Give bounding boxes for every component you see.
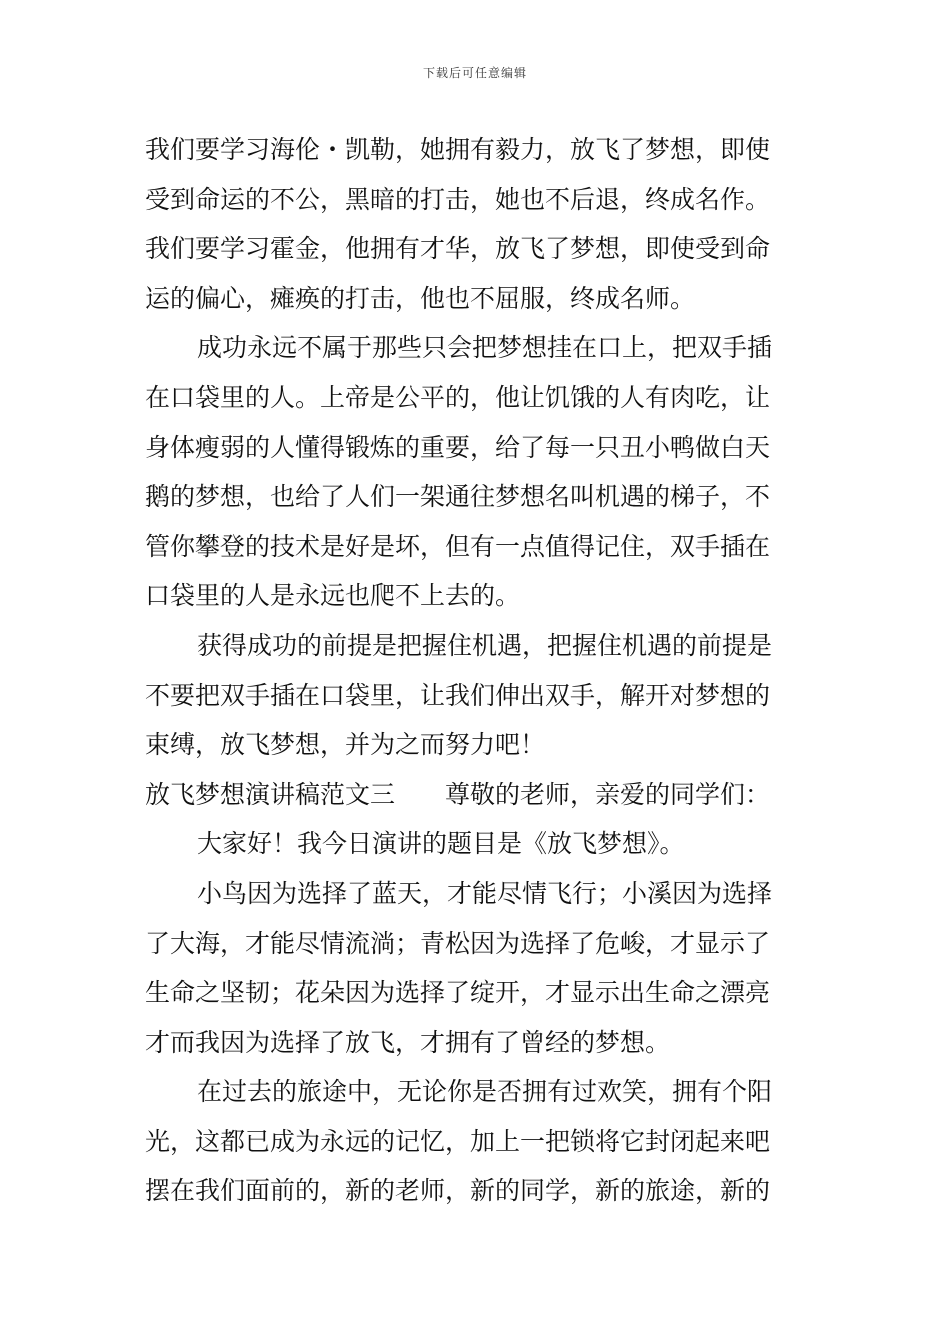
- text-line: 管你攀登的技术是好是坏，但有一点值得记住，双手插在: [145, 531, 771, 561]
- text-line: 鹅的梦想，也给了人们一架通往梦想名叫机遇的梯子，不: [145, 482, 771, 512]
- text-line: 生命之坚韧；花朵因为选择了绽开，才显示出生命之漂亮: [145, 978, 771, 1008]
- text-line: 束缚，放飞梦想，并为之而努力吧！: [145, 730, 546, 760]
- section-heading-line: [145, 770, 807, 820]
- text-line: 了大海，才能尽情流淌；青松因为选择了危峻，才显示了: [145, 928, 771, 958]
- text-line: 身体瘦弱的人懂得锻炼的重要，给了每一只丑小鸭做白天: [145, 432, 771, 462]
- document-body: [145, 125, 807, 1216]
- text-line: 我们要学习海伦・凯勒，她拥有毅力，放飞了梦想，即使: [145, 135, 771, 164]
- paragraph-start-line: 在过去的旅途中，无论你是否拥有过欢笑，拥有个阳: [197, 1077, 773, 1107]
- text-line: 我们要学习霍金，他拥有才华，放飞了梦想，即使受到命: [145, 234, 771, 264]
- text-line: 受到命运的不公，黑暗的打击，她也不后退，终成名作。: [145, 184, 771, 214]
- text-line: 光，这都已成为永远的记忆，加上一把锁将它封闭起来吧: [145, 1126, 771, 1156]
- text-line: 才而我因为选择了放飞，才拥有了曾经的梦想。: [145, 1027, 671, 1057]
- text-line: 口袋里的人是永远也爬不上去的。: [145, 581, 521, 611]
- text-line: 摆在我们面前的，新的老师，新的同学，新的旅途，新的: [145, 1176, 771, 1206]
- paragraph-start-line: 小鸟因为选择了蓝天，才能尽情飞行；小溪因为选择: [197, 878, 773, 908]
- text-line: 在口袋里的人。上帝是公平的，他让饥饿的人有肉吃，让: [145, 382, 771, 412]
- text-line: 运的偏心，瘫痪的打击，他也不屈服，终成名师。: [145, 283, 696, 313]
- paragraph-start-line: 成功永远不属于那些只会把梦想挂在口上，把双手插: [197, 333, 773, 363]
- paragraph-start-line: 大家好！我今日演讲的题目是《放飞梦想》。: [197, 829, 685, 859]
- text-line: 不要把双手插在口袋里，让我们伸出双手，解开对梦想的: [145, 680, 771, 710]
- page-header: 下载后可任意编辑: [422, 66, 527, 80]
- salutation: 尊敬的老师，亲爱的同学们：: [445, 779, 771, 809]
- paragraph-start-line: 获得成功的前提是把握住机遇，把握住机遇的前提是: [197, 630, 773, 660]
- section-title: 放飞梦想演讲稿范文三: [145, 779, 396, 809]
